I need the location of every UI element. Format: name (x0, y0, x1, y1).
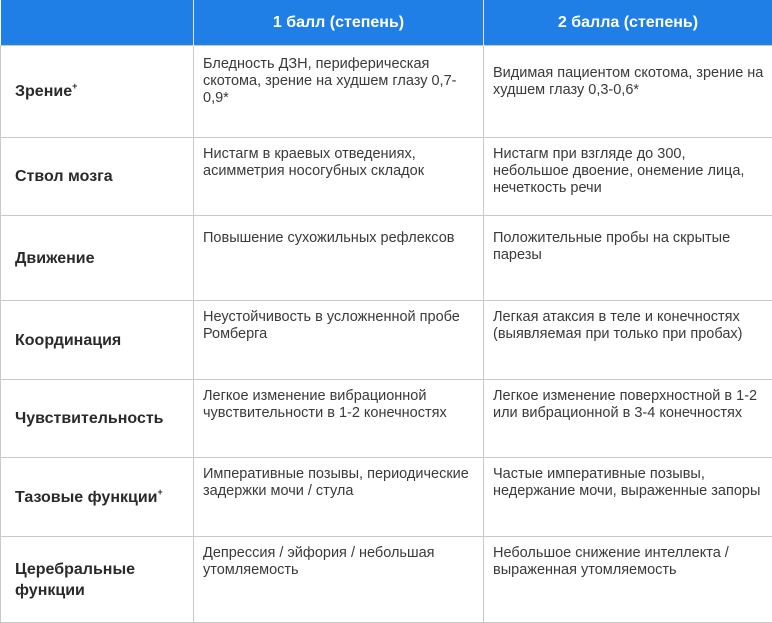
table-row (1, 301, 772, 380)
grade-1-cell: Неустойчивость в усложненной пробе Ромберга (194, 301, 484, 380)
row-label (1, 138, 194, 216)
row-label-text: Зрение (15, 83, 72, 100)
table-row (1, 380, 772, 458)
header-row (1, 0, 772, 46)
row-label-text: Тазовые функции (15, 489, 158, 506)
table-row (1, 216, 772, 301)
row-label (1, 216, 194, 301)
header-grade-1: 1 балл (степень) (194, 0, 484, 46)
table-row (1, 537, 772, 623)
grade-2-cell: Легкая атаксия в теле и конечностях (выявляемая при только при пробах) (484, 301, 772, 380)
row-label-text: Церебральные функции (15, 561, 135, 599)
grade-1-cell: Императивные позывы, периодические задержки мочи / стула (194, 458, 484, 537)
row-label (1, 458, 194, 537)
grade-2-cell: Небольшое снижение интеллекта / выраженная утомляемость (484, 537, 772, 623)
row-label-mark: + (72, 81, 77, 91)
row-label-text: Движение (15, 250, 95, 267)
row-label (1, 380, 194, 458)
header-blank-cell (1, 0, 194, 46)
row-label (1, 301, 194, 380)
row-label-text: Координация (15, 332, 121, 349)
grade-2-cell: Частые императивные позывы, недержание мочи, выраженные запоры (484, 458, 772, 537)
grade-1-cell: Легкое изменение вибрационной чувствительности в 1-2 конечностях (194, 380, 484, 458)
grade-1-cell: Депрессия / эйфория / небольшая утомляемость (194, 537, 484, 623)
grade-2-cell: Нистагм при взгляде до 300, небольшое двоение, онемение лица, нечеткость речи (484, 138, 772, 216)
row-label (1, 46, 194, 138)
row-label-text: Ствол мозга (15, 168, 113, 185)
header-grade-2: 2 балла (степень) (484, 0, 772, 46)
row-label (1, 537, 194, 623)
grade-2-cell: Положительные пробы на скрытые парезы (484, 216, 772, 301)
table-row (1, 458, 772, 537)
table-row (1, 46, 772, 138)
grade-2-cell: Легкое изменение поверхностной в 1-2 или вибрационной в 3-4 конечностях (484, 380, 772, 458)
row-label-mark: + (158, 487, 163, 497)
row-label-text: Чувствительность (15, 410, 164, 427)
table-row (1, 138, 772, 216)
grade-1-cell: Повышение сухожильных рефлексов (194, 216, 484, 301)
grade-1-cell: Нистагм в краевых отведениях, асимметрия носогубных складок (194, 138, 484, 216)
grade-1-cell: Бледность ДЗН, периферическая скотома, зрение на худшем глазу 0,7-0,9* (194, 46, 484, 138)
grade-2-cell: Видимая пациентом скотома, зрение на худшем глазу 0,3-0,6* (484, 46, 772, 138)
